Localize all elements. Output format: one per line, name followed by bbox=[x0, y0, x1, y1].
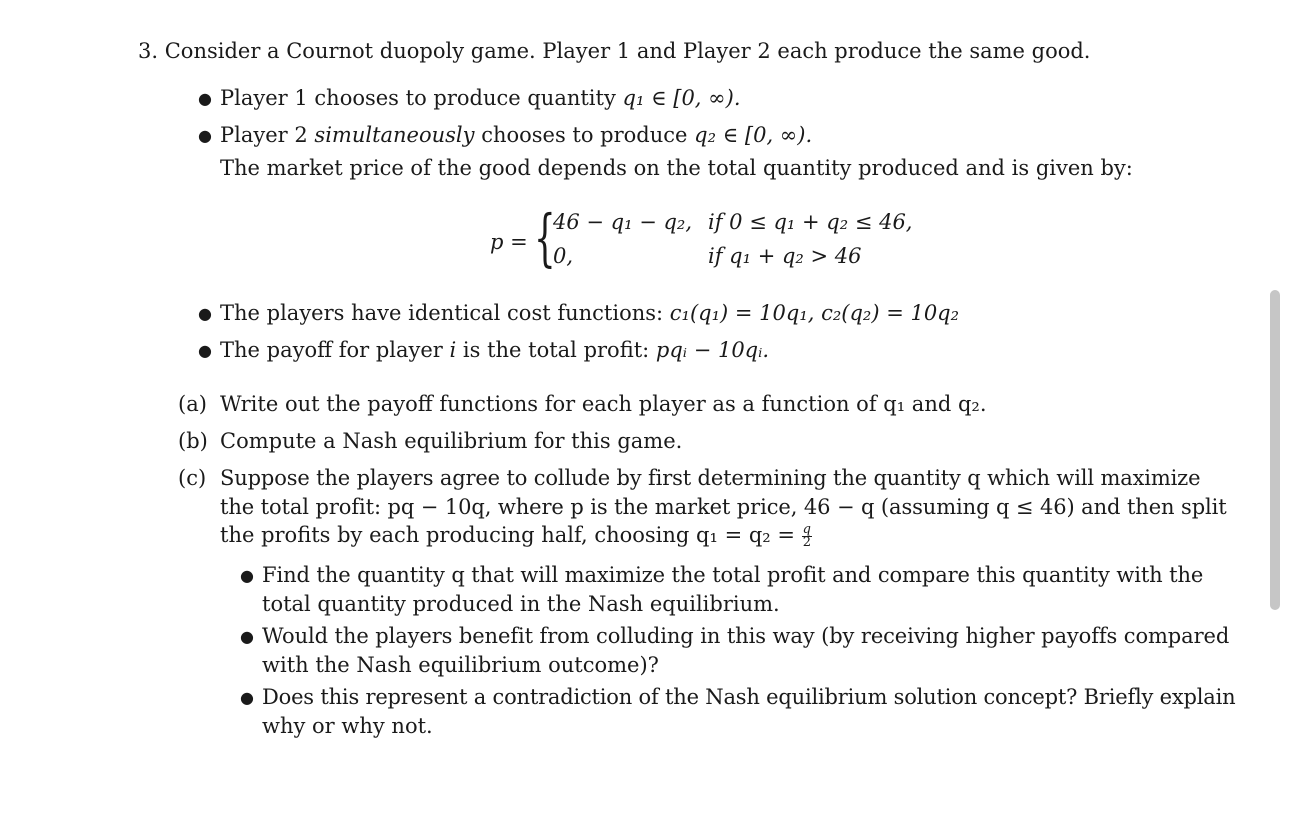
left-brace: { bbox=[534, 201, 556, 274]
bullet-player1 bbox=[220, 84, 741, 112]
bullet-text: Player 2 bbox=[220, 123, 315, 147]
math-expression: q₁ ∈ [0, ∞). bbox=[622, 86, 741, 110]
sub-bullet-1-line2: total quantity produced in the Nash equilibrium. bbox=[262, 592, 780, 616]
part-c-line3 bbox=[220, 521, 812, 549]
sub-bullet-3-line2: why or why not. bbox=[262, 714, 433, 738]
part-c-label: (c) bbox=[178, 466, 207, 490]
price-case1-condition: if 0 ≤ q₁ + q₂ ≤ 46, bbox=[708, 210, 913, 234]
problem-heading bbox=[138, 37, 1090, 65]
bullet-text: chooses to produce bbox=[474, 123, 695, 147]
price-case2-value: 0, bbox=[553, 244, 574, 268]
bullet-dot: ● bbox=[198, 304, 212, 323]
bullet-text: The payoff for player bbox=[220, 338, 450, 362]
emphasis-text: simultaneously bbox=[314, 123, 475, 147]
bullet-cost bbox=[220, 299, 959, 327]
price-lhs: p = bbox=[490, 230, 528, 254]
bullet-text: Player 1 chooses to produce quantity bbox=[220, 86, 623, 110]
math-expression: c₁(q₁) = 10q₁, c₂(q₂) = 10q₂ bbox=[669, 301, 960, 325]
part-c-line3-text: the profits by each producing half, choosing q₁ = q₂ = bbox=[220, 523, 795, 547]
part-a-label: (a) bbox=[178, 392, 207, 416]
price-case2-condition: if q₁ + q₂ > 46 bbox=[708, 244, 862, 268]
bullet-payoff bbox=[220, 336, 769, 364]
price-case1-value: 46 − q₁ − q₂, bbox=[553, 210, 693, 234]
fraction-denominator: 2 bbox=[802, 535, 811, 550]
bullet-dot: ● bbox=[240, 627, 254, 646]
part-c-line1: Suppose the players agree to collude by first determining the quantity q which will maximize bbox=[220, 466, 1201, 490]
vertical-scrollbar[interactable] bbox=[1270, 290, 1280, 610]
sub-bullet-2-line1: Would the players benefit from colluding in this way (by receiving higher payoffs compared bbox=[262, 624, 1230, 648]
part-a-text: Write out the payoff functions for each player as a function of q₁ and q₂. bbox=[220, 392, 987, 416]
math-expression: q₂ ∈ [0, ∞). bbox=[694, 123, 813, 147]
sub-bullet-2-line2: with the Nash equilibrium outcome)? bbox=[262, 653, 659, 677]
bullet-dot: ● bbox=[198, 89, 212, 108]
bullet-player2 bbox=[220, 121, 812, 149]
bullet-dot: ● bbox=[240, 688, 254, 707]
problem-intro: Consider a Cournot duopoly game. Player 1 and Player 2 each produce the same good. bbox=[164, 39, 1091, 63]
problem-number: 3. bbox=[138, 39, 159, 63]
bullet-dot: ● bbox=[198, 126, 212, 145]
part-c-line2: the total profit: pq − 10q, where p is the market price, 46 − q (assuming q ≤ 46) and then split bbox=[220, 495, 1227, 519]
fraction-numerator: q bbox=[802, 522, 811, 537]
math-variable: i bbox=[449, 338, 457, 362]
part-b-label: (b) bbox=[178, 429, 208, 453]
sub-bullet-1-line1: Find the quantity q that will maximize the total profit and compare this quantity with the bbox=[262, 563, 1204, 587]
bullet-text: The players have identical cost functions: bbox=[220, 301, 670, 325]
sub-bullet-3-line1: Does this represent a contradiction of the Nash equilibrium solution concept? Briefly explain bbox=[262, 685, 1236, 709]
bullet-dot: ● bbox=[240, 566, 254, 585]
part-b-text: Compute a Nash equilibrium for this game. bbox=[220, 429, 683, 453]
math-expression: pqᵢ − 10qᵢ. bbox=[655, 338, 770, 362]
bullet-dot: ● bbox=[198, 341, 212, 360]
bullet-text: is the total profit: bbox=[456, 338, 656, 362]
fraction-q-over-2 bbox=[802, 524, 812, 549]
market-price-text: The market price of the good depends on the total quantity produced and is given by: bbox=[220, 156, 1133, 180]
